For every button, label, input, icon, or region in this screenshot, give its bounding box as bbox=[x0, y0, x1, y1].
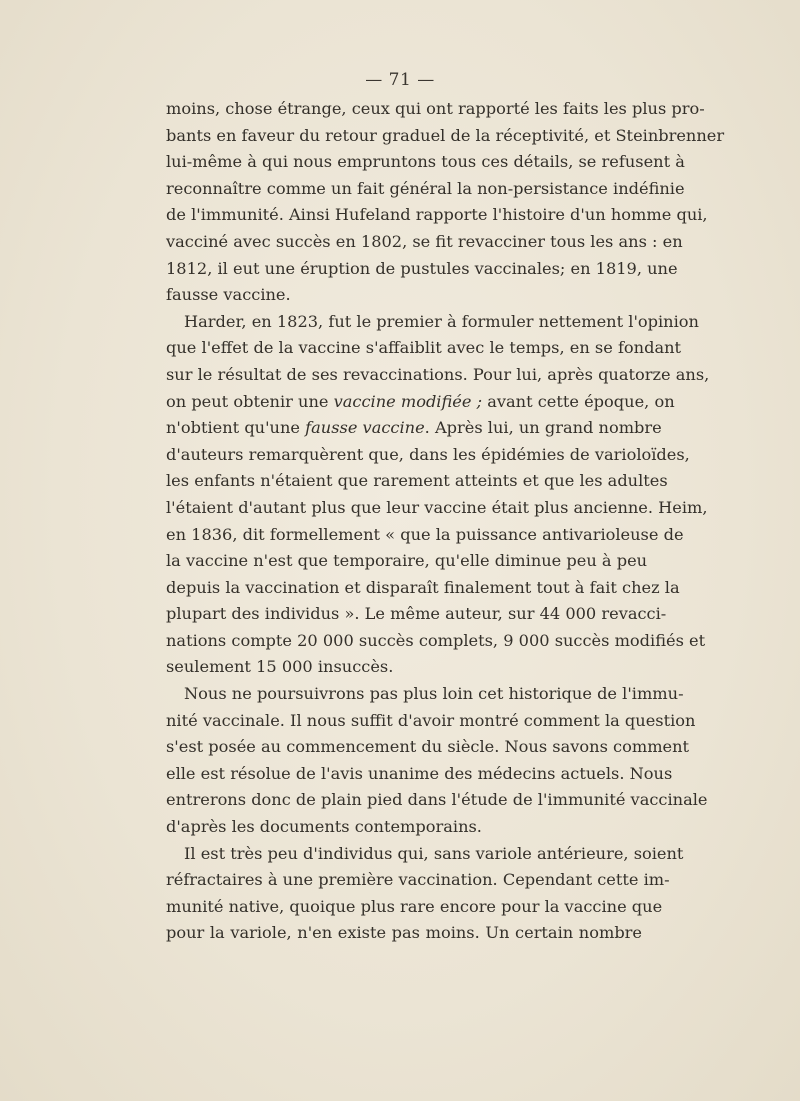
text-line: sur le résultat de ses revaccinations. Pour lui, après quatorze ans, bbox=[166, 364, 710, 384]
text-fragment: n'obtient qu'une bbox=[166, 418, 306, 438]
text-line: d'auteurs remarquèrent que, dans les épidémies de varioloïdes, bbox=[166, 444, 690, 464]
text-line: pour la variole, n'en existe pas moins. Un certain nombre bbox=[166, 923, 642, 943]
text-line: vacciné avec succès en 1802, se fit revacciner tous les ans : en bbox=[166, 231, 683, 251]
italic-term: vaccine modifiée ; bbox=[333, 391, 483, 411]
page-number: — 71 — bbox=[365, 70, 435, 90]
text-line: réfractaires à une première vaccination. Cependant cette im- bbox=[166, 870, 670, 890]
paragraph-3 bbox=[166, 681, 708, 841]
text-line: fausse vaccine. bbox=[166, 285, 291, 305]
text-line: reconnaître comme un fait général la non-persistance indéfinie bbox=[166, 178, 685, 198]
text-line-with-italic bbox=[166, 389, 675, 416]
text-fragment: on peut obtenir une bbox=[166, 391, 334, 411]
text-line-with-italic bbox=[166, 415, 662, 442]
text-line: moins, chose étrange, ceux qui ont rapporté les faits les plus pro- bbox=[166, 99, 705, 118]
paragraph-4 bbox=[166, 841, 684, 947]
text-line: elle est résolue de l'avis unanime des médecins actuels. Nous bbox=[166, 763, 673, 783]
text-line: d'après les documents contemporains. bbox=[166, 817, 482, 837]
paragraph-2 bbox=[166, 309, 710, 681]
text-line: Harder, en 1823, fut le premier à formuler nettement l'opinion bbox=[184, 311, 699, 331]
paragraph-1 bbox=[166, 96, 725, 309]
text-line: bants en faveur du retour graduel de la réceptivité, et Steinbrenner bbox=[166, 125, 725, 145]
italic-term: fausse vaccine bbox=[305, 418, 425, 438]
text-line: nité vaccinale. Il nous suffit d'avoir montré comment la question bbox=[166, 710, 696, 730]
text-fragment: avant cette époque, on bbox=[482, 391, 675, 411]
text-line: la vaccine n'est que temporaire, qu'elle diminue peu à peu bbox=[166, 551, 648, 571]
text-line: seulement 15 000 insuccès. bbox=[166, 657, 394, 677]
text-line: munité native, quoique plus rare encore pour la vaccine que bbox=[166, 896, 663, 916]
text-line: Nous ne poursuivrons pas plus loin cet historique de l'immu- bbox=[184, 684, 684, 704]
text-line: les enfants n'étaient que rarement atteints et que les adultes bbox=[166, 471, 668, 491]
text-line: que l'effet de la vaccine s'affaiblit avec le temps, en se fondant bbox=[166, 338, 682, 358]
text-fragment: . Après lui, un grand nombre bbox=[424, 418, 662, 438]
text-line: nations compte 20 000 succès complets, 9 000 succès modifiés et bbox=[166, 630, 706, 650]
text-line: 1812, il eut une éruption de pustules vaccinales; en 1819, une bbox=[166, 258, 678, 278]
text-line: de l'immunité. Ainsi Hufeland rapporte l'histoire d'un homme qui, bbox=[166, 205, 708, 225]
text-line: en 1836, dit formellement « que la puissance antivarioleuse de bbox=[166, 524, 684, 544]
text-line: Il est très peu d'individus qui, sans variole antérieure, soient bbox=[184, 843, 684, 863]
text-line: lui-même à qui nous empruntons tous ces détails, se refusent à bbox=[166, 152, 685, 172]
body-text bbox=[166, 96, 725, 947]
text-line: l'étaient d'autant plus que leur vaccine était plus ancienne. Heim, bbox=[166, 497, 708, 517]
text-line: depuis la vaccination et disparaît finalement tout à fait chez la bbox=[166, 577, 680, 597]
text-line: entrerons donc de plain pied dans l'étude de l'immunité vaccinale bbox=[166, 790, 708, 810]
text-line: s'est posée au commencement du siècle. Nous savons comment bbox=[166, 737, 690, 757]
text-line: plupart des individus ». Le même auteur, sur 44 000 revacci- bbox=[166, 604, 667, 624]
